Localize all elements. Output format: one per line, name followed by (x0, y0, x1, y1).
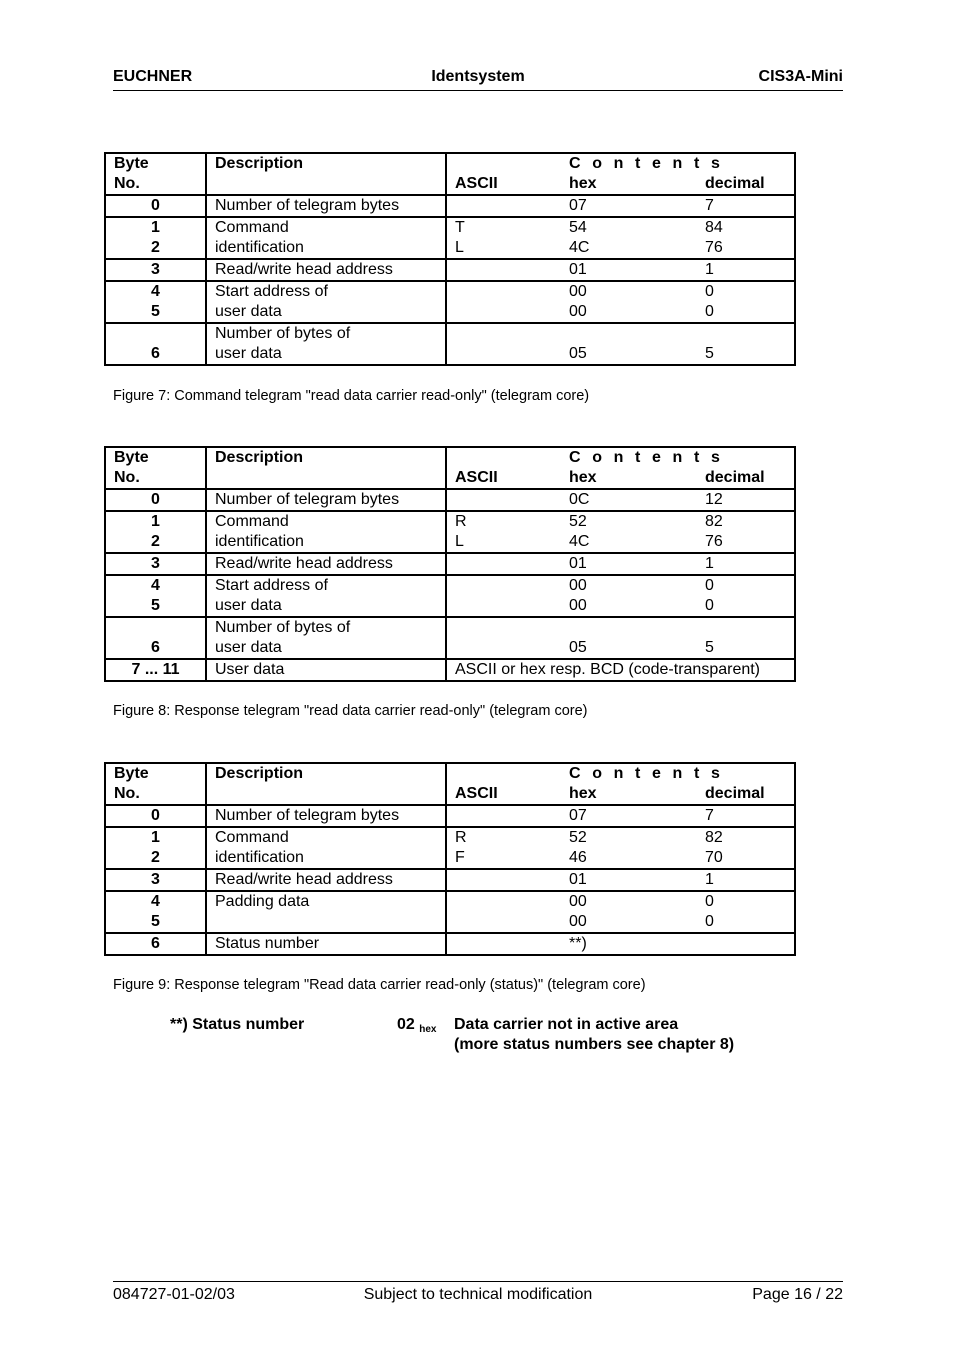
description-cell (206, 259, 446, 281)
byte-number-cell (105, 217, 206, 259)
ascii-value: L (455, 533, 464, 550)
table-row (105, 281, 795, 323)
byte-number-cell (105, 827, 206, 869)
hex-value: **) (569, 935, 587, 952)
hex-value: 52 (569, 513, 587, 530)
figure-9-caption: Figure 9: Response telegram "Read data carrier read-only (status)" (telegram core) (113, 977, 646, 993)
description-cell (206, 489, 446, 511)
byte-number: 4 (151, 577, 160, 594)
byte-number: 2 (151, 239, 160, 256)
byte-number (110, 324, 201, 344)
byte-number-cell (105, 869, 206, 891)
decimal-header: decimal (705, 785, 765, 802)
decimal-value: 1 (705, 555, 714, 572)
hex-value: 01 (569, 871, 587, 888)
table-row (105, 575, 795, 617)
description-text: Read/write head address (215, 871, 393, 888)
byte-number: 0 (151, 807, 160, 824)
contents-grid (447, 828, 794, 868)
decimal-value: 0 (705, 913, 714, 930)
byte-number: 5 (151, 303, 160, 320)
description-text: Read/write head address (215, 555, 393, 572)
hex-value (569, 324, 705, 344)
hex-value: 01 (569, 261, 587, 278)
description-cell (206, 933, 446, 955)
hex-value: 52 (569, 829, 587, 846)
contents-grid (447, 260, 794, 280)
contents-cell (446, 511, 795, 553)
byte-number-cell (105, 195, 206, 217)
contents-cell (446, 659, 795, 681)
byte-no-header (105, 153, 206, 195)
byte-number-cell (105, 323, 206, 365)
byte-number: 3 (151, 261, 160, 278)
hex-value: 00 (569, 893, 587, 910)
byte-number-cell (105, 511, 206, 553)
spacer (455, 764, 569, 784)
byte-number-cell (105, 489, 206, 511)
table-row (105, 511, 795, 553)
contents-grid (447, 892, 794, 932)
description-header: Description (206, 447, 446, 489)
contents-grid (447, 196, 794, 216)
table-row (105, 827, 795, 869)
ascii-value (455, 554, 569, 574)
footer-doc-number: 084727-01-02/03 (113, 1286, 235, 1303)
byte-number-cell (105, 575, 206, 617)
hex-value: 00 (569, 597, 587, 614)
decimal-value: 1 (705, 261, 714, 278)
byte-number: 1 (151, 829, 160, 846)
byte-number-cell (105, 659, 206, 681)
status-note-line-1: Data carrier not in active area (454, 1016, 679, 1033)
contents-grid (447, 618, 794, 658)
contents-cell (446, 891, 795, 933)
byte-number: 6 (151, 935, 160, 952)
description-text: Start address of (215, 283, 328, 300)
description-cell (206, 891, 446, 933)
ascii-value (455, 806, 569, 826)
byte-number-cell (105, 891, 206, 933)
description-text: Command (215, 829, 289, 846)
hex-value: 01 (569, 555, 587, 572)
description-text: Number of telegram bytes (215, 491, 400, 508)
contents-cell (446, 869, 795, 891)
hex-header: hex (569, 469, 597, 486)
description-text (215, 912, 445, 932)
description-cell (206, 617, 446, 659)
description-cell (206, 553, 446, 575)
hex-value: 05 (569, 639, 587, 656)
description-header: Description (206, 153, 446, 195)
decimal-value: 7 (705, 807, 714, 824)
ascii-value (455, 934, 569, 954)
contents-cell (446, 217, 795, 259)
description-text: user data (215, 303, 282, 320)
byte-number: 1 (151, 513, 160, 530)
byte-number: 2 (151, 849, 160, 866)
description-text: Padding data (215, 893, 310, 910)
byte-number: 2 (151, 533, 160, 550)
page-footer (113, 1281, 843, 1312)
decimal-value: 12 (705, 491, 723, 508)
contents-cell (446, 827, 795, 869)
decimal-header: decimal (705, 175, 765, 192)
status-value-unit: hex (419, 1024, 437, 1035)
description-text: Number of bytes of (215, 619, 351, 636)
decimal-value: 0 (705, 577, 714, 594)
description-text: identification (215, 533, 304, 550)
byte-header-line: Byte (114, 449, 149, 466)
contents-title: C o n t e n t s (569, 765, 724, 782)
contents-grid (447, 490, 794, 510)
byte-number-cell (105, 617, 206, 659)
contents-cell (446, 281, 795, 323)
table-row (105, 805, 795, 827)
no-header-line: No. (114, 469, 140, 486)
byte-no-header (105, 447, 206, 489)
ascii-value: R (455, 829, 467, 846)
table-row (105, 217, 795, 259)
contents-cell (446, 489, 795, 511)
ascii-value (455, 576, 569, 596)
description-text: Number of telegram bytes (215, 197, 400, 214)
ascii-value (455, 490, 569, 510)
contents-full-text: ASCII or hex resp. BCD (code-transparent) (455, 661, 761, 678)
byte-number: 6 (151, 639, 160, 656)
byte-number: 3 (151, 555, 160, 572)
table-row (105, 489, 795, 511)
ascii-value: R (455, 513, 467, 530)
byte-number-cell (105, 281, 206, 323)
footer-notice: Subject to technical modification (363, 1286, 593, 1303)
decimal-value: 84 (705, 219, 723, 236)
contents-cell (446, 575, 795, 617)
description-cell (206, 217, 446, 259)
description-cell (206, 869, 446, 891)
byte-number: 7 ... 11 (131, 661, 180, 678)
figure-7-caption: Figure 7: Command telegram "read data carrier read-only" (telegram core) (113, 388, 590, 404)
ascii-value (455, 196, 569, 216)
ascii-value (455, 892, 569, 912)
contents-header (446, 153, 795, 195)
decimal-header: decimal (705, 469, 765, 486)
hex-value: 00 (569, 283, 587, 300)
description-cell (206, 659, 446, 681)
contents-header-grid (447, 764, 794, 804)
byte-number-cell (105, 553, 206, 575)
ascii-value (455, 912, 569, 932)
contents-cell (446, 617, 795, 659)
contents-cell (446, 259, 795, 281)
decimal-value: 5 (705, 639, 714, 656)
header-company: EUCHNER (113, 68, 193, 85)
ascii-value (455, 260, 569, 280)
header-title: Identsystem (431, 68, 525, 85)
ascii-value (455, 324, 569, 344)
contents-grid (447, 324, 794, 364)
table-row (105, 323, 795, 365)
byte-number: 6 (151, 345, 160, 362)
byte-number: 4 (151, 893, 160, 910)
description-text: Command (215, 513, 289, 530)
table-row (105, 933, 795, 955)
description-cell (206, 323, 446, 365)
description-text: Start address of (215, 577, 328, 594)
no-header-line: No. (114, 175, 140, 192)
description-cell (206, 195, 446, 217)
ascii-value (455, 282, 569, 302)
hex-value: 4C (569, 533, 590, 550)
ascii-value (455, 302, 569, 322)
ascii-value: F (455, 849, 465, 866)
contents-grid (447, 934, 794, 954)
decimal-value: 82 (705, 513, 723, 530)
status-note-value (397, 1015, 436, 1040)
status-telegram-table (104, 762, 796, 956)
decimal-value (705, 618, 794, 638)
contents-header (446, 447, 795, 489)
decimal-value (705, 934, 794, 954)
byte-number: 4 (151, 283, 160, 300)
description-text: Status number (215, 935, 320, 952)
description-text: User data (215, 661, 285, 678)
contents-cell (446, 553, 795, 575)
description-header: Description (206, 763, 446, 805)
command-telegram-table (104, 152, 796, 366)
description-text: user data (215, 639, 282, 656)
decimal-value: 0 (705, 597, 714, 614)
decimal-value: 5 (705, 345, 714, 362)
byte-header-line: Byte (114, 765, 149, 782)
figure-8-caption: Figure 8: Response telegram "read data carrier read-only" (telegram core) (113, 703, 588, 719)
hex-value: 00 (569, 577, 587, 594)
status-note-label: **) Status number (170, 1016, 305, 1033)
byte-number: 5 (151, 913, 160, 930)
contents-cell (446, 933, 795, 955)
description-text: Command (215, 219, 289, 236)
byte-number: 5 (151, 597, 160, 614)
contents-grid (447, 870, 794, 890)
decimal-value: 0 (705, 893, 714, 910)
description-text: user data (215, 345, 282, 362)
table-row (105, 617, 795, 659)
decimal-value: 0 (705, 283, 714, 300)
contents-header-grid (447, 448, 794, 488)
hex-value (569, 618, 705, 638)
ascii-value (455, 638, 569, 658)
decimal-value: 76 (705, 533, 723, 550)
hex-header: hex (569, 785, 597, 802)
description-text: identification (215, 239, 304, 256)
hex-value: 00 (569, 303, 587, 320)
hex-value: 54 (569, 219, 587, 236)
decimal-value: 70 (705, 849, 723, 866)
byte-number-cell (105, 259, 206, 281)
hex-header: hex (569, 175, 597, 192)
description-cell (206, 805, 446, 827)
decimal-value: 7 (705, 197, 714, 214)
description-text: identification (215, 849, 304, 866)
hex-value: 07 (569, 807, 587, 824)
contents-grid (447, 576, 794, 616)
header-product: CIS3A-Mini (758, 68, 843, 85)
byte-header-line: Byte (114, 155, 149, 172)
description-text: Read/write head address (215, 261, 393, 278)
contents-cell (446, 323, 795, 365)
ascii-value (455, 344, 569, 364)
decimal-value: 0 (705, 303, 714, 320)
contents-grid (447, 512, 794, 552)
table-header-row (105, 763, 795, 805)
contents-title: C o n t e n t s (569, 449, 724, 466)
response-telegram-table (104, 446, 796, 682)
decimal-value: 1 (705, 871, 714, 888)
hex-value: 00 (569, 913, 587, 930)
table-row (105, 869, 795, 891)
byte-number-cell (105, 805, 206, 827)
ascii-header: ASCII (455, 785, 498, 802)
table-row (105, 259, 795, 281)
decimal-value: 76 (705, 239, 723, 256)
byte-number-cell (105, 933, 206, 955)
spacer (455, 154, 569, 174)
description-cell (206, 511, 446, 553)
description-cell (206, 281, 446, 323)
hex-value: 07 (569, 197, 587, 214)
contents-cell (446, 195, 795, 217)
hex-value: 4C (569, 239, 590, 256)
contents-grid (447, 218, 794, 258)
ascii-value: L (455, 239, 464, 256)
contents-header-grid (447, 154, 794, 194)
ascii-header: ASCII (455, 469, 498, 486)
table-row (105, 891, 795, 933)
byte-number: 0 (151, 491, 160, 508)
byte-number: 3 (151, 871, 160, 888)
byte-number (110, 618, 201, 638)
description-cell (206, 575, 446, 617)
byte-number: 1 (151, 219, 160, 236)
no-header-line: No. (114, 785, 140, 802)
contents-grid (447, 282, 794, 322)
spacer (455, 448, 569, 468)
contents-title: C o n t e n t s (569, 155, 724, 172)
contents-cell (446, 805, 795, 827)
ascii-value (455, 618, 569, 638)
page-header (113, 66, 843, 91)
description-text: Number of bytes of (215, 325, 351, 342)
decimal-value: 82 (705, 829, 723, 846)
contents-grid (447, 554, 794, 574)
description-text: user data (215, 597, 282, 614)
ascii-header: ASCII (455, 175, 498, 192)
table-row (105, 659, 795, 681)
ascii-value (455, 870, 569, 890)
table-row (105, 195, 795, 217)
byte-number: 0 (151, 197, 160, 214)
footer-page-number: Page 16 / 22 (752, 1286, 843, 1303)
hex-value: 05 (569, 345, 587, 362)
hex-value: 0C (569, 491, 590, 508)
table-header-row (105, 153, 795, 195)
ascii-value (455, 596, 569, 616)
description-cell (206, 827, 446, 869)
contents-header (446, 763, 795, 805)
decimal-value (705, 324, 794, 344)
byte-no-header (105, 763, 206, 805)
contents-grid (447, 806, 794, 826)
status-note-line-2: (more status numbers see chapter 8) (454, 1036, 735, 1053)
table-row (105, 553, 795, 575)
hex-value: 46 (569, 849, 587, 866)
ascii-value: T (455, 219, 465, 236)
table-header-row (105, 447, 795, 489)
description-text: Number of telegram bytes (215, 807, 400, 824)
status-value: 02 (397, 1016, 415, 1033)
status-note-text (454, 1015, 734, 1055)
